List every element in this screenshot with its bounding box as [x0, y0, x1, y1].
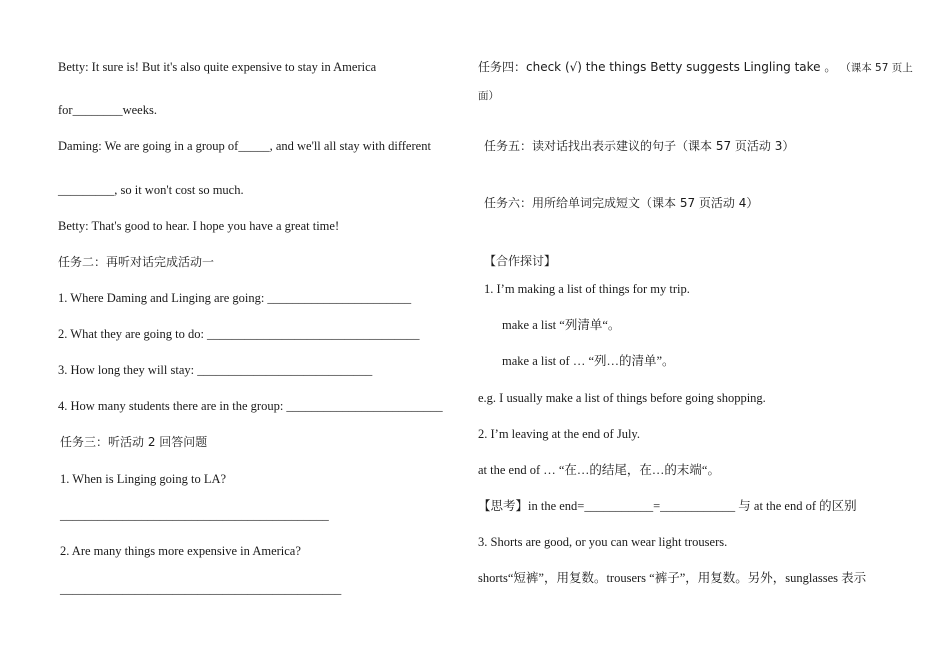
discussion-point-3: 3. Shorts are good, or you can wear light trousers.	[478, 535, 728, 549]
discussion-example: e.g. I usually make a list of things before going shopping.	[478, 391, 766, 405]
task4-page-note-continued: 面）	[478, 90, 499, 102]
task5-title: 任务五：读对话找出表示建议的句子（课本 57 页活动 3）	[484, 139, 795, 153]
task2-title: 任务二：再听对话完成活动一	[58, 255, 215, 269]
task3-question-1: 1. When is Linging going to LA?	[60, 472, 227, 486]
task6-title: 任务六：用所给单词完成短文（课本 57 页活动 4）	[484, 196, 759, 210]
task3-answer-line-1: ___________________________________________	[60, 508, 329, 522]
discussion-point-2: 2. I’m leaving at the end of July.	[478, 427, 640, 441]
discussion-point-1: 1. I’m making a list of things for my trip.	[484, 282, 690, 296]
dialogue-line-weeks-blank: for________weeks.	[58, 103, 157, 117]
task3-question-2: 2. Are many things more expensive in America?	[60, 544, 301, 558]
task2-question-3: 3. How long they will stay: ____________________________	[58, 363, 373, 377]
discussion-title: 【合作探讨】	[484, 254, 557, 268]
task2-question-4: 4. How many students there are in the group: _________________________	[58, 399, 443, 413]
task2-question-2: 2. What they are going to do: __________________________________	[58, 327, 420, 341]
task2-question-1: 1. Where Daming and Linging are going: _______________________	[58, 291, 412, 305]
dialogue-line-betty-expensive: Betty: It sure is! But it's also quite expensive to stay in America	[58, 60, 377, 74]
discussion-at-the-end-of: at the end of … “在…的结尾，在…的末端“。	[478, 463, 720, 477]
dialogue-line-cost-blank: _________, so it won't cost so much.	[58, 183, 244, 197]
task4-text: 任务四：check (√) the things Betty suggests Lingling take 。	[478, 60, 837, 74]
task4-page-note: （课本 57 页上	[840, 62, 913, 74]
dialogue-line-betty-good: Betty: That's good to hear. I hope you have a great time!	[58, 219, 340, 233]
discussion-shorts-note: shorts“短裤”，用复数。trousers “裤子”，用复数。另外，sunglasses 表示	[478, 571, 867, 585]
task3-title: 任务三：听活动 2 回答问题	[60, 435, 208, 449]
discussion-think: 【思考】in the end=___________=____________ 与 at the end of 的区别	[478, 499, 857, 513]
discussion-make-a-list-of: make a list of … “列…的清单”。	[502, 354, 675, 368]
task3-answer-line-2: _____________________________________________	[60, 582, 342, 596]
task4-title	[478, 59, 913, 76]
discussion-make-a-list: make a list “列清单“。	[502, 318, 621, 332]
dialogue-line-daming-group: Daming: We are going in a group of_____, and we'll all stay with different	[58, 139, 431, 153]
